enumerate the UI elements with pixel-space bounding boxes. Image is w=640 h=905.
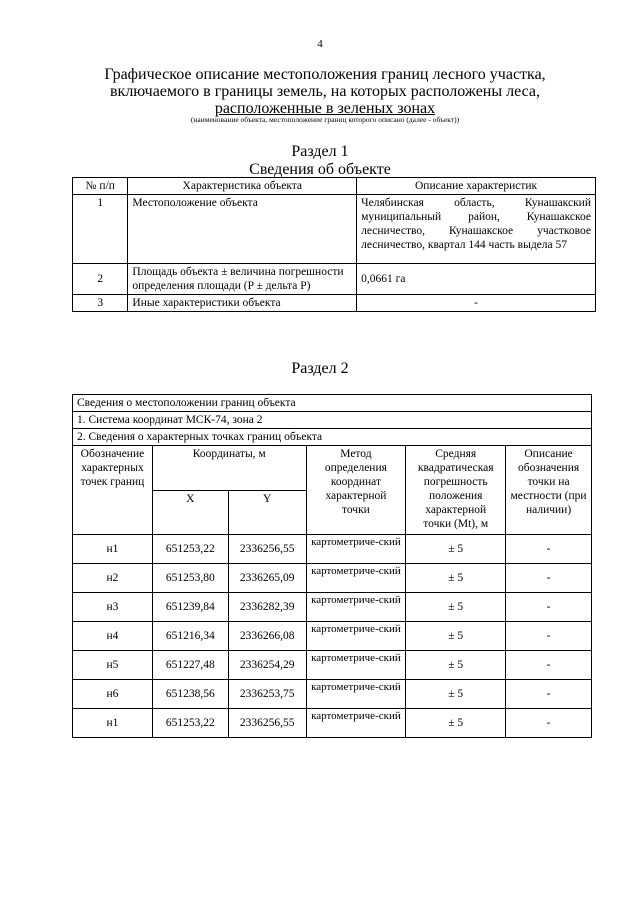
cell-point: н6 bbox=[73, 680, 153, 709]
table-row bbox=[73, 535, 592, 564]
cell-description: - bbox=[506, 622, 592, 651]
header-x: X bbox=[152, 490, 228, 535]
section1-title: Раздел 1 bbox=[291, 143, 349, 160]
cell-point: н5 bbox=[73, 651, 153, 680]
table-row bbox=[73, 195, 596, 264]
cell-description: - bbox=[506, 651, 592, 680]
cell-method: картометриче-ский bbox=[306, 564, 406, 593]
object-info-table bbox=[72, 177, 596, 312]
table-header-row bbox=[73, 178, 596, 195]
row-num: 2 bbox=[73, 264, 128, 295]
section1-subtitle: Сведения об объекте bbox=[249, 161, 391, 178]
header-characteristic: Характеристика объекта bbox=[128, 178, 357, 195]
cell-y: 2336266,08 bbox=[228, 622, 306, 651]
header-point-description: Описание обозначения точки на местности (при наличии) bbox=[506, 446, 592, 535]
points-title-row bbox=[73, 429, 592, 446]
boundary-points-table bbox=[72, 394, 592, 738]
row-description: 0,0661 га bbox=[357, 264, 596, 295]
cell-point: н1 bbox=[73, 535, 153, 564]
table-row bbox=[73, 564, 592, 593]
row-characteristic: Иные характеристики объекта bbox=[128, 295, 357, 312]
cell-point: н2 bbox=[73, 564, 153, 593]
cell-x: 651227,48 bbox=[152, 651, 228, 680]
row-description: Челябинская область, Кунашакский муниципальный район, Кунашакское лесничество, Кунашакское участковое лесничество, квартал 144 часть выдела 57 bbox=[357, 195, 596, 264]
header-y: Y bbox=[228, 490, 306, 535]
info-title: Сведения о местоположении границ объекта bbox=[73, 395, 592, 412]
table-row bbox=[73, 651, 592, 680]
table-header-row bbox=[73, 446, 592, 491]
cell-point: н1 bbox=[73, 709, 153, 738]
cell-x: 651253,22 bbox=[152, 535, 228, 564]
cell-method: картометриче-ский bbox=[306, 709, 406, 738]
cell-description: - bbox=[506, 564, 592, 593]
table-row bbox=[73, 295, 596, 312]
header-error: Средняя квадратическая погрешность положения характерной точки (Mt), м bbox=[406, 446, 506, 535]
cell-description: - bbox=[506, 593, 592, 622]
cell-error: ± 5 bbox=[406, 680, 506, 709]
cell-error: ± 5 bbox=[406, 593, 506, 622]
document-title bbox=[60, 66, 590, 117]
table-row bbox=[73, 680, 592, 709]
title-line-3: расположенные в зеленых зонах bbox=[214, 100, 436, 117]
cell-error: ± 5 bbox=[406, 535, 506, 564]
table-row bbox=[73, 264, 596, 295]
cell-y: 2336265,09 bbox=[228, 564, 306, 593]
page-number: 4 bbox=[317, 38, 323, 50]
row-description: - bbox=[357, 295, 596, 312]
cell-description: - bbox=[506, 680, 592, 709]
title-line-2: включаемого в границы земель, на которых расположены леса, bbox=[109, 83, 540, 100]
cell-x: 651238,56 bbox=[152, 680, 228, 709]
cell-method: картометриче-ский bbox=[306, 535, 406, 564]
table-row bbox=[73, 622, 592, 651]
title-note: (наименование объекта, местоположение границ которого описано (далее - объект)) bbox=[190, 115, 460, 124]
row-characteristic: Местоположение объекта bbox=[128, 195, 357, 264]
cell-y: 2336282,39 bbox=[228, 593, 306, 622]
row-num: 1 bbox=[73, 195, 128, 264]
cell-error: ± 5 bbox=[406, 651, 506, 680]
cell-y: 2336254,29 bbox=[228, 651, 306, 680]
cell-y: 2336253,75 bbox=[228, 680, 306, 709]
table-row bbox=[73, 593, 592, 622]
points-title: 2. Сведения о характерных точках границ объекта bbox=[73, 429, 592, 446]
header-designation: Обозначение характерных точек границ bbox=[73, 446, 153, 535]
cell-x: 651253,22 bbox=[152, 709, 228, 738]
cell-description: - bbox=[506, 535, 592, 564]
row-characteristic: Площадь объекта ± величина погрешности определения площади (P ± дельта P) bbox=[128, 264, 357, 295]
cell-error: ± 5 bbox=[406, 622, 506, 651]
header-coords: Координаты, м bbox=[152, 446, 306, 491]
cell-x: 651216,34 bbox=[152, 622, 228, 651]
cell-method: картометриче-ский bbox=[306, 680, 406, 709]
cell-point: н3 bbox=[73, 593, 153, 622]
header-description: Описание характеристик bbox=[357, 178, 596, 195]
cell-error: ± 5 bbox=[406, 709, 506, 738]
cell-method: картометриче-ский bbox=[306, 593, 406, 622]
info-title-row bbox=[73, 395, 592, 412]
cell-y: 2336256,55 bbox=[228, 709, 306, 738]
coord-system-row bbox=[73, 412, 592, 429]
cell-point: н4 bbox=[73, 622, 153, 651]
coord-system: 1. Система координат МСК-74, зона 2 bbox=[73, 412, 592, 429]
header-num: № п/п bbox=[73, 178, 128, 195]
cell-description: - bbox=[506, 709, 592, 738]
cell-x: 651239,84 bbox=[152, 593, 228, 622]
cell-error: ± 5 bbox=[406, 564, 506, 593]
row-num: 3 bbox=[73, 295, 128, 312]
cell-method: картометриче-ский bbox=[306, 651, 406, 680]
cell-y: 2336256,55 bbox=[228, 535, 306, 564]
section2-title: Раздел 2 bbox=[291, 360, 349, 377]
title-line-1: Графическое описание местоположения границ лесного участка, bbox=[104, 66, 546, 83]
header-method: Метод определения координат характерной точки bbox=[306, 446, 406, 535]
cell-x: 651253,80 bbox=[152, 564, 228, 593]
table-row bbox=[73, 709, 592, 738]
section1-heading bbox=[0, 143, 640, 179]
cell-method: картометриче-ский bbox=[306, 622, 406, 651]
